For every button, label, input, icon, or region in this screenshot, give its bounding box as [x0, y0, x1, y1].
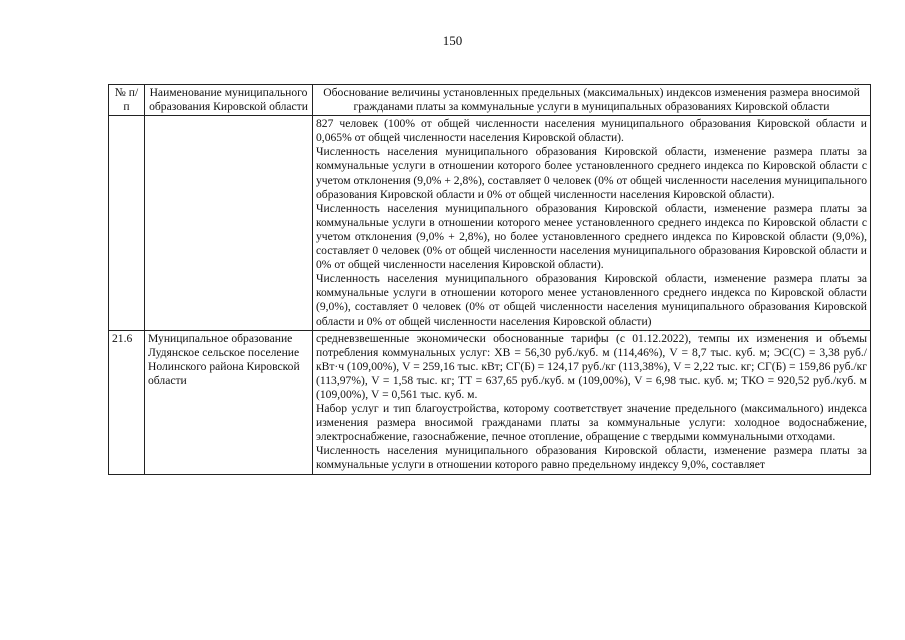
header-municipality: Наименование муниципального образования Кировской области [145, 85, 313, 116]
paragraph: Набор услуг и тип благоустройства, которому соответствует значение предельного (максимального) индекса изменения размера вносимой гражданами платы за коммунальные услуги: холодное водоснабжение, электроснабжение, газоснабжение, печное отопление, обращение с твердыми коммунальными отходами. [316, 402, 867, 444]
paragraph: Численность населения муниципального образования Кировской области, изменение размера платы за коммунальные услуги в отношении которого равно предельному индексу 9,0%, составляет [316, 444, 867, 472]
justification-table [108, 84, 871, 475]
row-num [109, 116, 145, 330]
header-justification: Обоснование величины установленных предельных (максимальных) индексов изменения размера вносимой гражданами платы за коммунальные услуги в муниципальных образованиях Кировской области [313, 85, 871, 116]
row-municipality [145, 116, 313, 330]
row-justification [313, 116, 871, 330]
row-justification [313, 330, 871, 474]
table-header-row [109, 85, 871, 116]
row-municipality: Муниципальное образование Лудянское сельское поселение Нолинского района Кировской области [145, 330, 313, 474]
paragraph: средневзвешенные экономически обоснованные тарифы (с 01.12.2022), темпы их изменения и объемы потребления коммунальных услуг: ХВ = 56,30 руб./куб. м (114,46%), V = 8,7 тыс. куб. м; ЭС(С) = 3,38 руб./кВт·ч (109,00%), V = 259,16 тыс. кВт; СГ(Б) = 124,17 руб./кг (113,38%), V = 2,22 тыс. кг; СГ(Б) = 159,86 руб./кг (113,97%), V = 1,58 тыс. кг; ТТ = 637,65 руб./куб. м (109,00%), V = 6,98 тыс. куб. м; ТКО = 920,52 руб./куб. м (109,00%), V = 0,561 тыс. куб. м. [316, 331, 867, 401]
paragraph: Численность населения муниципального образования Кировской области, изменение размера платы за коммунальные услуги в отношении которого более установленного среднего индекса по Кировской области с учетом отклонения (9,0% + 2,8%), составляет 0 человек (0% от общей численности населения муниципального образования Кировской области и 0% от общей численности населения Кировской области). [316, 145, 867, 201]
paragraph: 827 человек (100% от общей численности населения муниципального образования Кировской области и 0,065% от общей численности населения Кировской области). [316, 117, 867, 145]
row-num: 21.6 [109, 330, 145, 474]
paragraph: Численность населения муниципального образования Кировской области, изменение размера платы за коммунальные услуги в отношении которого менее установленного среднего индекса по Кировской области (9,0%), составляет 0 человек (0% от общей численности населения муниципального образования Кировской области и 0% от общей численности населения Кировской области) [316, 272, 867, 328]
page-number: 150 [442, 33, 463, 48]
header-num: № п/п [109, 85, 145, 116]
paragraph: Численность населения муниципального образования Кировской области, изменение размера платы за коммунальные услуги в отношении которого менее установленного среднего индекса по Кировской области с учетом отклонения (9,0% + 2,8%), но более установленного среднего индекса по Кировской области (9,0%), составляет 0 человек (0% от общей численности населения муниципального образования Кировской области и 0% от общей численности населения Кировской области). [316, 201, 867, 272]
table-row [109, 330, 871, 474]
table-row [109, 116, 871, 330]
